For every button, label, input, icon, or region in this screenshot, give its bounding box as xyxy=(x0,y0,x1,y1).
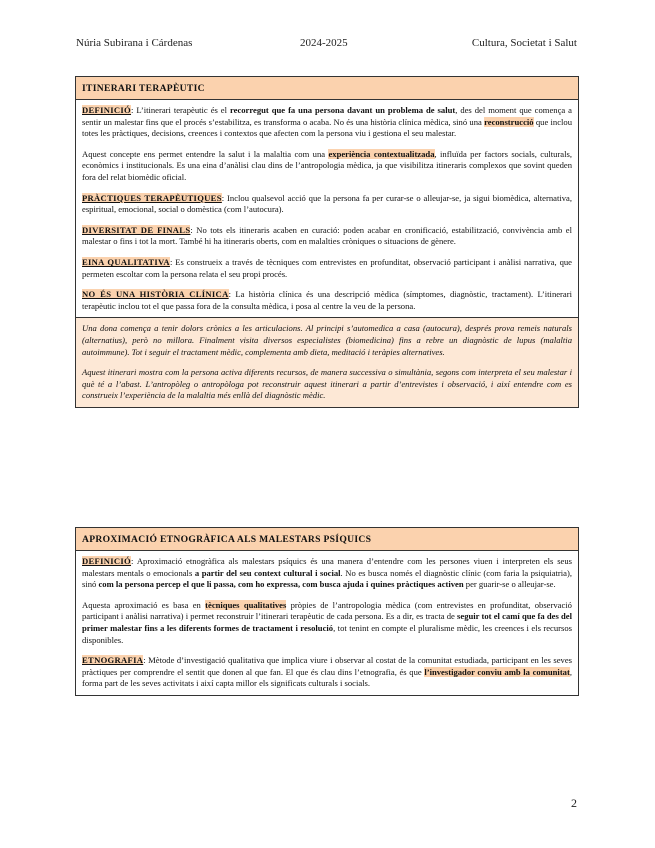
example-block xyxy=(76,317,578,407)
ethnography-paragraph xyxy=(82,655,572,690)
section-itinerari-terapeutic xyxy=(75,76,579,408)
section-title: ITINERARI TERAPÈUTIC xyxy=(76,77,578,100)
example-analysis-paragraph: Aquest itinerari mostra com la persona activa diferents recursos, de manera successiva o simultània, segons com interpreta el seu malestar i què té a l’abast. L’antropòleg o antropòloga pot reconstruir aquest itinerari a partir d’entrevistes i observació, i així entendre com es construeix l’experiència de la malaltia més enllà del diagnòstic mèdic. xyxy=(82,367,572,401)
text: : La història clínica és una descripció mèdica (símptomes, diagnòstic, tractament). L’itinerari terapèutic inclou tot el que passa fora de la consulta mèdica, i posa al centre la veu de la persona. xyxy=(82,289,572,311)
text: per guarir-se o alleujar-se. xyxy=(463,579,556,590)
highlight-phrase: reconstrucció xyxy=(484,116,534,127)
text: : No tots els itineraris acaben en curació: poden acabar en cronificació, estabilització, convivència amb el malestar o fins i tot la mort. També hi ha itineraris oberts, com en malalties cròniques o situacions de gènere. xyxy=(82,224,572,247)
text: , tot tenint en compte el pluralisme mèdic, les creences i els recursos disponibles. xyxy=(82,622,572,645)
text: Aquesta aproximació es basa en xyxy=(82,599,206,610)
text: : L’itinerari terapèutic és el xyxy=(131,105,230,115)
bold-phrase: seguir tot el camí que fa des del primer malestar fins a les diferents formes de tractament i resolució xyxy=(82,611,573,633)
header-subject: Cultura, Societat i Salut xyxy=(471,37,577,49)
highlight-phrase: tècniques qualitatives xyxy=(205,599,287,610)
example-paragraph: Una dona comença a tenir dolors crònics a les articulacions. Al principi s’automedica a casa (autocura), després prova remeis naturals (alternatius), però no millora. Finalment visita diversos especialistes (biomedicina) fins a rebre un diagnòstic de lupus (malaltia autoimmune). Tot i seguir el tractament mèdic, complementa amb dieta, meditació i teràpies alternatives. xyxy=(82,323,572,357)
highlight-phrase: experiència contextualitzada xyxy=(328,148,435,159)
qualitative-tool-term: EINA QUALITATIVA xyxy=(82,256,170,267)
section-title: APROXIMACIÓ ETNOGRÀFICA ALS MALESTARS PSÍQUICS xyxy=(76,528,578,551)
definition-paragraph xyxy=(82,556,572,591)
text: que inclou totes les pràctiques, decisions, creences i contextos que afecten com la persona viu i gestiona el seu malestar. xyxy=(82,116,573,139)
text: pròpies de l’antropologia mèdica (com entrevistes en profunditat, observació participant i anàlisi narrativa) i permet reconstruir l’itinerari terapèutic de cada persona. Es a dir, es tracta de xyxy=(82,599,572,622)
endings-term: DIVERSITAT DE FINALS xyxy=(82,224,191,235)
clinical-history-paragraph xyxy=(82,289,572,312)
section-body xyxy=(76,100,578,317)
definition-paragraph xyxy=(82,105,572,140)
clinical-history-term: NO ÉS UNA HISTÒRIA CLÍNICA xyxy=(82,289,229,300)
practices-term: PRÀCTIQUES TERAPÈUTIQUES xyxy=(82,192,222,203)
text: , des del moment que comença a sentir un malestar fins que el procés s’estabilitza, es transforma o acaba. No és una història clínica mèdica, sinó una xyxy=(82,105,572,127)
header-year: 2024-2025 xyxy=(300,37,348,49)
bold-phrase: com la persona percep el que li passa, com ho expressa, com busca ajuda i quines pràctiques activen xyxy=(98,579,464,590)
highlight-phrase: l’investigador conviu amb la comunitat xyxy=(424,666,570,677)
qualitative-tool-paragraph xyxy=(82,257,572,280)
text: : Es construeix a través de tècniques com entrevistes en profunditat, observació participant i anàlisi narrativa, que permeten escoltar com la persona relata el seu propi procés. xyxy=(82,256,572,279)
text: : Mètode d’investigació qualitativa que implica viure i observar al costat de la comunitat estudiada, participant en les seves pràctiques per comprendre el sentit que donen al que fan. El que és clau dins l’etnografia, és que xyxy=(82,655,572,677)
text: , forma part de les seves activitats i així capta millor els significats culturals i socials. xyxy=(82,666,572,689)
ethnography-term: ETNOGRAFIA xyxy=(82,655,144,666)
text: Aquest concepte ens permet entendre la salut i la malaltia com una xyxy=(82,148,329,159)
section-aproximacio-etnografica xyxy=(75,527,579,696)
techniques-paragraph xyxy=(82,600,572,646)
text: : Aproximació etnogràfica als malestars psíquics és una manera d’entendre com les persones viuen i interpreten els seus malestars mentals o emocionals xyxy=(82,556,572,578)
definition-term: DEFINICIÓ xyxy=(82,556,132,566)
text: : Inclou qualsevol acció que la persona fa per curar-se o alleujar-se, ja sigui biomèdica, alternativa, espiritual, emocional, social o domèstica (com l’autocura). xyxy=(82,192,572,215)
bold-phrase: a partir del seu context cultural i social xyxy=(194,567,341,578)
endings-paragraph xyxy=(82,225,572,248)
practices-paragraph xyxy=(82,193,572,216)
page-number: 2 xyxy=(571,796,577,810)
header-author: Núria Subirana i Cárdenas xyxy=(76,37,193,49)
section-body xyxy=(76,551,578,695)
text: , influïda per factors socials, culturals, econòmics i institucionals. Es una eina d’anàlisi clau dins de l’antropologia mèdica, ja que visibilitza itineraris complexos que sovint queden fora del relat biomèdic oficial. xyxy=(82,148,572,182)
definition-term: DEFINICIÓ xyxy=(82,105,132,115)
context-paragraph xyxy=(82,149,572,184)
bold-phrase: recorregut que fa una persona davant un problema de salut xyxy=(229,105,456,115)
text: . No es busca només el diagnòstic clínic (com faria la psiquiatria), sinó xyxy=(82,567,572,590)
